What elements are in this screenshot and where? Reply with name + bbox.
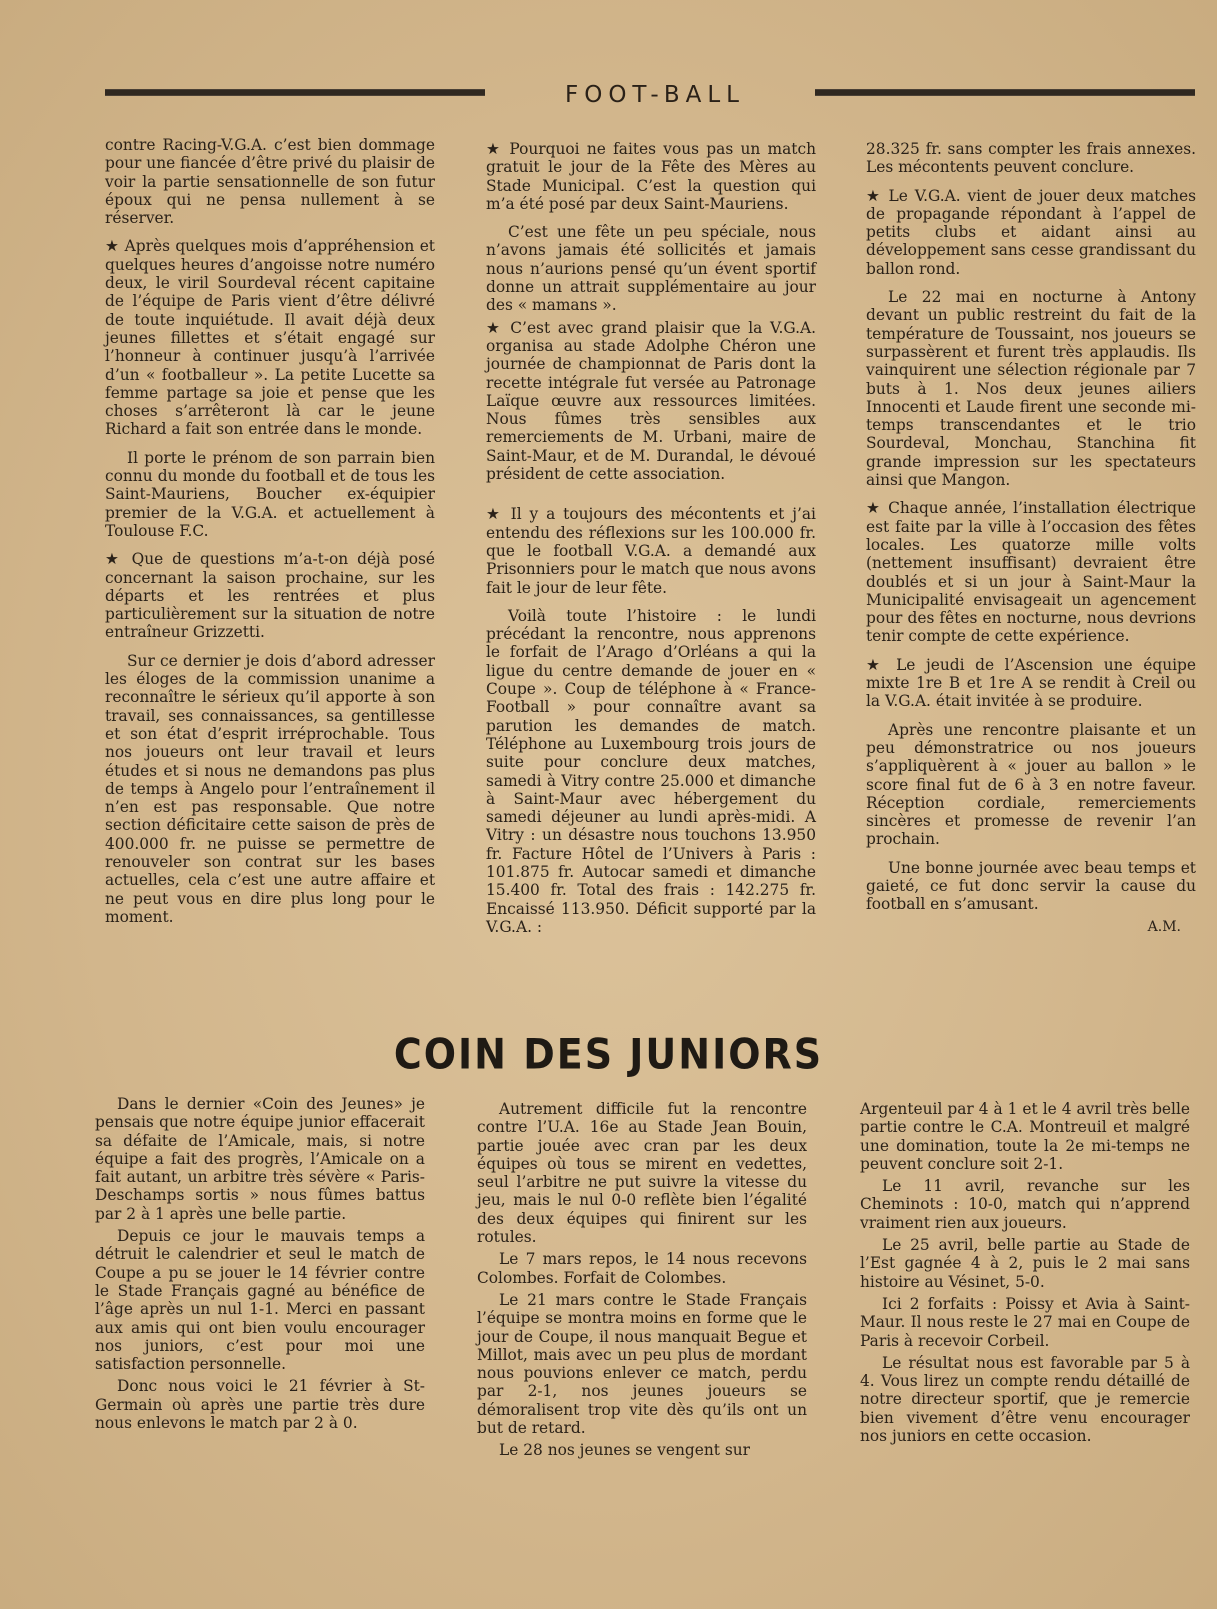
paragraph: contre Racing-V.G.A. c’est bien dommage pour une fiancée d’être privé du plaisir de voir la partie sensationnelle de son futur époux qui ne pensa nullement à se réserver.: [105, 136, 435, 228]
paragraph: ★ Que de questions m’a-t-on déjà posé concernant la saison prochaine, sur les départs et les rentrées et plus particulièrement sur la situation de notre entraîneur Grizzetti.: [105, 550, 435, 642]
paragraph: Il porte le prénom de son parrain bien connu du monde du football et de tous les Saint-Mauriens, Boucher ex-équipier premier de la V.G.A. et actuellement à Toulouse F.C.: [105, 448, 435, 540]
paragraph: ★ C’est avec grand plaisir que la V.G.A. organisa au stade Adolphe Chéron une journée de championnat de Paris dont la recette intégrale fut versée au Patronage Laïque œuvre aux ressources limitées. Nous fûmes très sensibles aux remerciements de M. Urbani, maire de Saint-Maur, et de M. Durandal, le dévoué président de cette association.: [486, 318, 816, 484]
paragraph: Voilà toute l’histoire : le lundi précédant la rencontre, nous apprenons le forfait de l’Arago d’Orléans a qui la ligue du centre demande de jouer en « Coupe ». Coup de téléphone à « France-Football » pour connaître avant sa parution les demandes de match. Téléphone au Luxembourg trois jours de suite pour conclure deux matches, samedi à Vitry contre 25.000 et dimanche à Saint-Maur avec hébergement du samedi déjeuner au lundi après-midi. A Vitry : un désastre nous touchons 13.950 fr. Facture Hôtel de l’Univers à Paris : 101.875 fr. Autocar samedi et dimanche 15.400 fr. Total des frais : 142.275 fr. Encaissé 113.950. Déficit supporté par la V.G.A. :: [486, 606, 816, 936]
juniors-title: COIN DES JUNIORS: [393, 1029, 824, 1079]
page-header: [105, 82, 1195, 112]
paragraph: Le 21 mars contre le Stade Français l’équipe se montra moins en forme que le jour de Coupe, il nous manquait Begue et Millot, mais avec un peu plus de mordant nous pouvions enlever ce match, perdu par 2-1, nos jeunes joueurs se démoralisent trop vite dès qu’ils ont un but de retard.: [477, 1290, 807, 1438]
header-rule-right: [815, 89, 1195, 96]
paragraph: 28.325 fr. sans compter les frais annexes. Les mécontents peuvent conclure.: [866, 140, 1196, 177]
header-rule-left: [105, 89, 485, 96]
paragraph: Donc nous voici le 21 février à St-Germain où après une partie très dure nous enlevons le match par 2 à 0.: [95, 1377, 425, 1433]
juniors-column-1: [95, 1095, 425, 1436]
paragraph: Le 11 avril, revanche sur les Cheminots : 10-0, match qui n’apprend vraiment rien aux joueurs.: [860, 1177, 1190, 1232]
paragraph: Après une rencontre plaisante et un peu démonstratrice ou nos joueurs s’appliquèrent à « jouer au ballon » le score final fut de 6 à 3 en notre faveur. Réception cordiale, remerciements sincères et promesse de revenir l’an prochain.: [866, 720, 1196, 849]
paragraph: Autrement difficile fut la rencontre contre l’U.A. 16e au Stade Jean Bouin, partie jouée avec cran par les deux équipes où tous se mirent en vedettes, seul l’arbitre ne put suivre la vitesse du jeu, mais le nul 0-0 reflète bien l’égalité des deux équipes qui finirent sur les rotules.: [477, 1100, 807, 1247]
paragraph: C’est une fête un peu spéciale, nous n’avons jamais été sollicités et jamais nous n’aurions pensé qu’un évent sportif donne un attrait supplémentaire au jour des « mamans ».: [486, 223, 816, 315]
paragraph: ★ Il y a toujours des mécontents et j’ai entendu des réflexions sur les 100.000 fr. que le football V.G.A. a demandé aux Prisonniers pour le match que nous avons fait le jour de leur fête.: [486, 505, 816, 597]
paragraph: Depuis ce jour le mauvais temps a détruit le calendrier et seul le match de Coupe a pu se jouer le 14 février contre le Stade Français gagné au bénéfice de l’âge après un nul 1-1. Merci en passant aux amis qui ont bien voulu encourager nos juniors, c’est pour moi une satisfaction personnelle.: [95, 1227, 425, 1374]
juniors-column-2: [477, 1100, 807, 1464]
paragraph: Le 22 mai en nocturne à Antony devant un public restreint du fait de la température de Toussaint, nos joueurs se surpassèrent et furent très applaudis. Ils vainquirent une sélection régionale par 7 buts à 1. Nos deux jeunes ailiers Innocenti et Laude firent une seconde mi-temps transcendantes et le trio Sourdeval, Monchau, Stanchina fit grande impression sur les spectateurs ainsi que Mangon.: [866, 288, 1196, 490]
article-column-3: [866, 140, 1196, 936]
signature: A.M.: [1147, 918, 1181, 935]
juniors-column-3: [860, 1100, 1190, 1449]
article-column-1: [105, 136, 435, 936]
paragraph: Dans le dernier «Coin des Jeunes» je pensais que notre équipe junior effacerait sa défaite de l’Amicale, mais, si notre équipe a fait des progrès, l’Amicale on a fait autant, un arbitre très sévère « Paris-Deschamps sortis » nous fûmes battus par 2 à 1 après une belle partie.: [95, 1095, 425, 1223]
paragraph: ★ Pourquoi ne faites vous pas un match gratuit le jour de la Fête des Mères au Stade Municipal. C’est la question qui m’a été posé par deux Saint-Mauriens.: [486, 140, 816, 213]
paragraph: Le 7 mars repos, le 14 nous recevons Colombes. Forfait de Colombes.: [477, 1250, 807, 1287]
paragraph: Une bonne journée avec beau temps et gaieté, ce fut donc servir la cause du football en s’amusant.: [866, 858, 1196, 914]
section-heading: FOOT-BALL: [565, 82, 745, 108]
paragraph: Le 28 nos jeunes se vengent sur: [499, 1441, 750, 1460]
paragraph: ★ Le jeudi de l’Ascension une équipe mixte 1re B et 1re A se rendit à Creil ou la V.G.A. était invitée à se produire.: [866, 655, 1196, 711]
article-column-2: [486, 140, 816, 946]
paragraph: ★ Chaque année, l’installation électrique est faite par la ville à l’occasion des fêtes locales. Les quatorze mille volts (nettement insuffisant) devraient être doublés et si un jour à Saint-Maur la Municipalité envisageait un agencement pour des fêtes en nocturne, nous devrions tenir compte de cette expérience.: [866, 499, 1196, 646]
paragraph: ★ Le V.G.A. vient de jouer deux matches de propagande répondant à l’appel de petits clubs et aidant ainsi au développement sans cesse grandissant du ballon rond.: [866, 186, 1196, 278]
paragraph: Le résultat nous est favorable par 5 à 4. Vous lirez un compte rendu détaillé de notre directeur sportif, que je remercie bien vivement d’être venu encourager nos juniors en cette occasion.: [860, 1353, 1190, 1446]
paragraph: ★ Après quelques mois d’appréhension et quelques heures d’angoisse notre numéro deux, le viril Sourdeval récent capitaine de l’équipe de Paris vient d’être délivré de toute inquiétude. Il avait déjà deux jeunes fillettes et s’était engagé sur l’honneur à continuer jusqu’à l’arrivée d’un « footballeur ». La petite Lucette sa femme partage sa joie et pense que les choses s’arrêteront là car le jeune Richard a fait son entrée dans le monde.: [105, 237, 435, 439]
paragraph: Argenteuil par 4 à 1 et le 4 avril très belle partie contre le C.A. Montreuil et malgré une domination, toute la 2e mi-temps ne peuvent conclure soit 2-1.: [860, 1100, 1190, 1173]
paragraph: Sur ce dernier je dois d’abord adresser les éloges de la commission unanime a reconnaître le sérieux qu’il apporte à son travail, ses connaissances, sa gentillesse et son état d’esprit irréprochable. Tous nos joueurs ont leur travail et leurs études et si nous ne demandons pas plus de temps à Angelo pour l’entraînement il n’en est pas responsable. Que notre section déficitaire cette saison de près de 400.000 fr. ne puisse se permettre de renouveler son contrat sur les bases actuelles, cela c’est une autre affaire et ne peut vous en dire plus long pour le moment.: [105, 651, 435, 926]
paragraph: Le 25 avril, belle partie au Stade de l’Est gagnée 4 à 2, puis le 2 mai sans histoire au Vésinet, 5-0.: [860, 1236, 1190, 1291]
paragraph: Ici 2 forfaits : Poissy et Avia à Saint-Maur. Il nous reste le 27 mai en Coupe de Paris à recevoir Corbeil.: [860, 1294, 1190, 1350]
